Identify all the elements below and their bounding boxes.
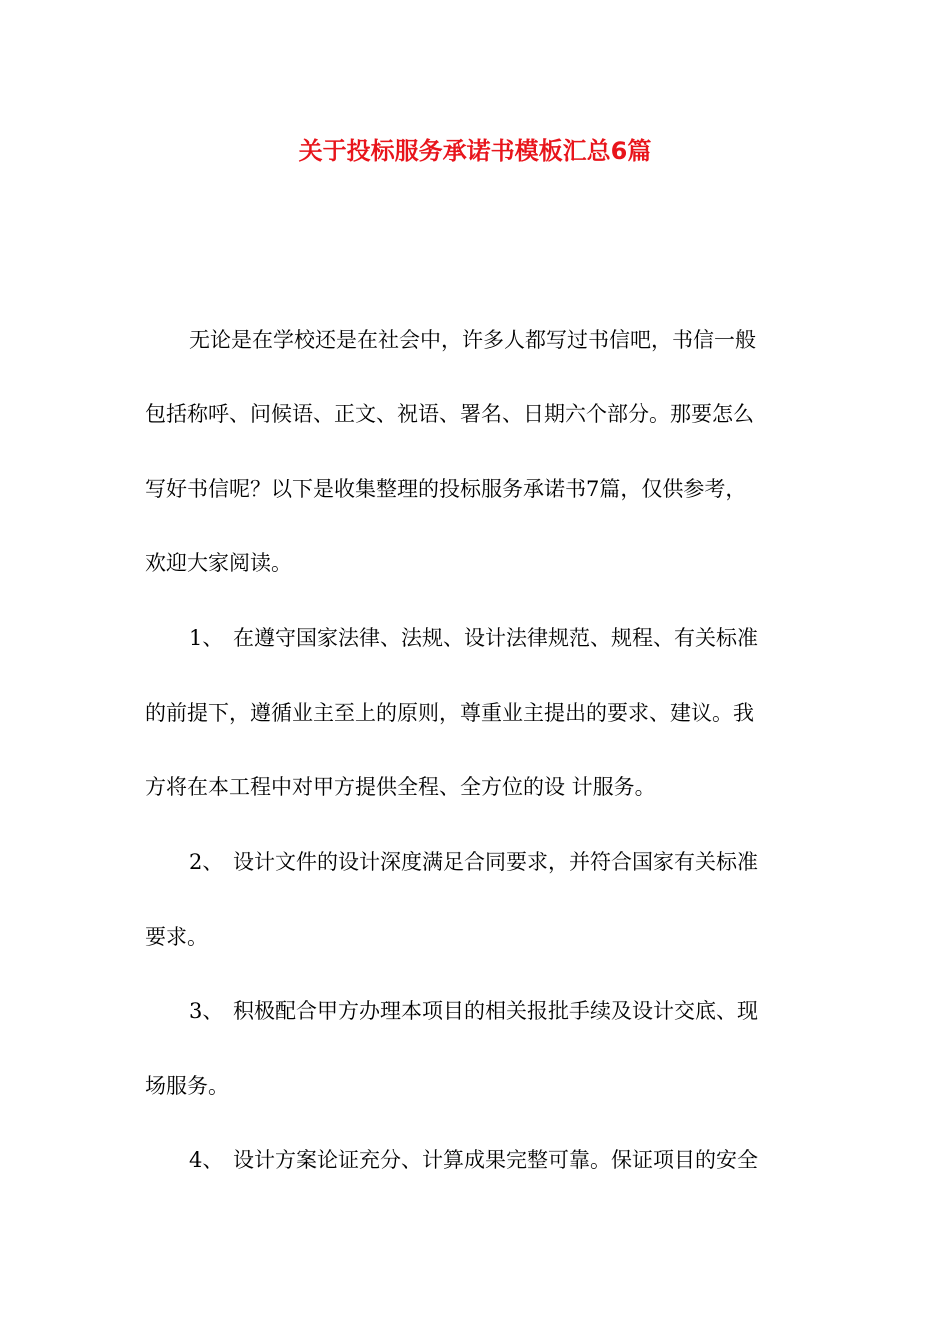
intro-line-2: 包括称呼、问候语、正文、祝语、署名、日期六个部分。那要怎么 [145, 402, 754, 426]
item-4-first-line: 设计方案论证充分、计算成果完整可靠。保证项目的安全 [233, 1148, 758, 1172]
item-2 [189, 847, 815, 877]
item-3-line-2: 场服务。 [145, 1074, 229, 1098]
document-title: 关于投标服务承诺书模板汇总6篇 [298, 137, 652, 165]
item-2-number: 2、 [189, 850, 224, 874]
intro-line-3: 写好书信呢？以下是收集整理的投标服务承诺书7篇，仅供参考， [145, 477, 747, 501]
item-1-line-2: 的前提下，遵循业主至上的原则，尊重业主提出的要求、建议。我 [145, 701, 754, 725]
item-3-first-line: 积极配合甲方办理本项目的相关报批手续及设计交底、现 [233, 999, 758, 1023]
item-4-number: 4、 [189, 1148, 224, 1172]
item-2-first-line: 设计文件的设计深度满足合同要求，并符合国家有关标准 [233, 850, 758, 874]
item-1 [189, 623, 815, 653]
item-3 [189, 996, 815, 1026]
item-1-first-line: 在遵守国家法律、法规、设计法律规范、规程、有关标准 [233, 626, 758, 650]
item-3-number: 3、 [189, 999, 224, 1023]
intro-line-1: 无论是在学校还是在社会中，许多人都写过书信吧，书信一般 [189, 328, 756, 352]
intro-line-4: 欢迎大家阅读。 [145, 551, 292, 575]
item-2-line-2: 要求。 [145, 925, 208, 949]
item-1-line-3: 方将在本工程中对甲方提供全程、全方位的设 计服务。 [145, 775, 656, 799]
item-1-number: 1、 [189, 626, 224, 650]
item-4 [189, 1145, 815, 1175]
